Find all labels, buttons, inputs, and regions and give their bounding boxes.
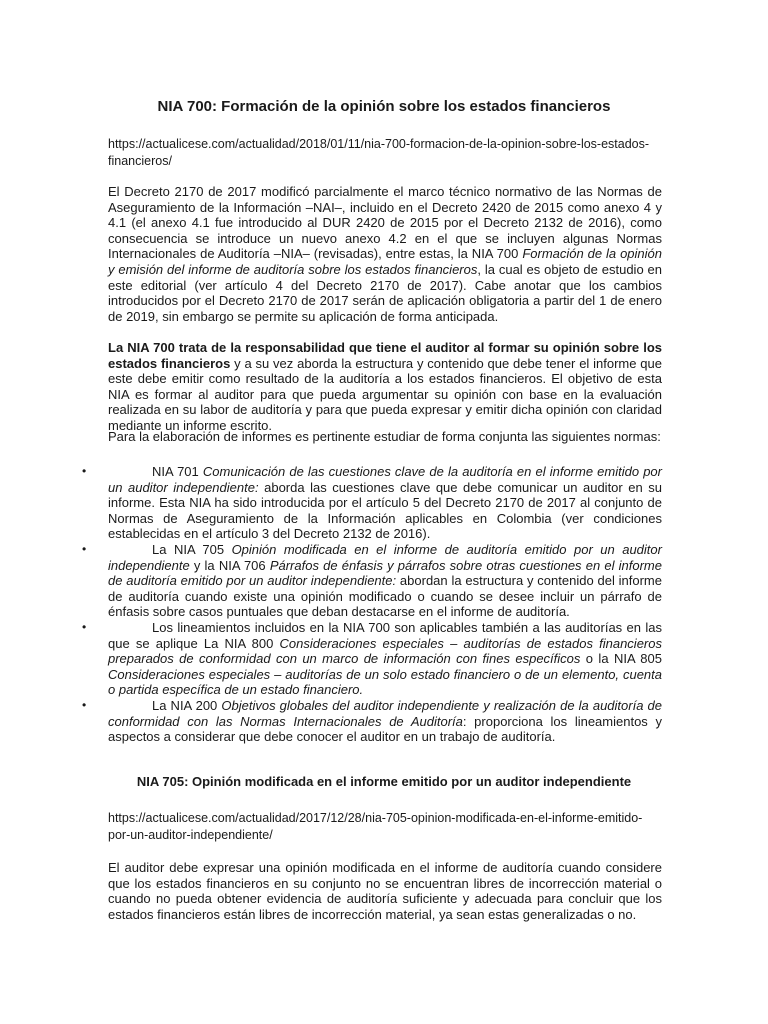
item-text-cont: y la NIA 706 <box>189 557 270 573</box>
intro-text-cont: , la cual es objeto de estudio en este editorial (ver artículo 4 del Decreto 2170 de 2017). Cabe anotar que los cambios introducidos por el Decreto 2170 de 2017 serán de aplicación obligatoria a partir del 1 de enero de 2019, sin embargo se permite su aplicación de forma anticipada. <box>108 261 662 324</box>
list-item <box>82 464 662 542</box>
intro-paragraph <box>108 184 662 324</box>
section-title: NIA 705: Opinión modificada en el informe emitido por un auditor independiente <box>136 774 632 789</box>
responsibility-paragraph <box>108 340 662 434</box>
item-text: Los lineamientos incluidos en la NIA 700 son aplicables también a las auditorías en las que se aplique La NIA 800 <box>108 620 662 651</box>
norms-intro-paragraph: Para la elaboración de informes es pertinente estudiar de forma conjunta las siguientes normas: <box>108 429 661 444</box>
item-italic: Objetivos globales del auditor independiente y realización de la auditoría de conformidad con las Normas Internacionales de Auditoría <box>108 698 662 729</box>
intro-text: El Decreto 2170 de 2017 modificó parcialmente el marco técnico normativo de las Normas de Aseguramiento de la Información –NAI–, incluido en el Decreto 2420 de 2015 como anexo 4 y 4.1 (el anexo 4.1 fue introducido al DUR 2420 de 2015 por el Decreto 2132 de 2016), como consecuencia se introduce un nuevo anexo 4.2 en el que se incluyen algunas Normas Internacionales de Auditoría –NIA– (revisadas), entre estas, la NIA 700 <box>108 184 662 262</box>
list-item <box>82 620 662 698</box>
item-italic: Opinión modificada en el informe de auditoría emitido por un auditor independiente <box>108 542 662 573</box>
bullet-icon: • <box>82 542 87 556</box>
item-text-cont: aborda las cuestiones clave que debe comunicar un auditor en su informe. Esta NIA ha sido introducida por el artículo 5 del Decreto 2170 de 2017 al conjunto de Normas de Aseguramiento de la Información aplicables en Colombia (ver condiciones establecidas en el artículo 3 del Decreto 2132 de 2016). <box>108 479 662 542</box>
responsibility-bold: La NIA 700 trata de la responsabilidad que tiene el auditor al formar su opinión sobre los estados financieros <box>108 340 662 371</box>
norms-list <box>82 464 662 745</box>
item-italic-2: Consideraciones especiales – auditorías de un solo estado financiero o de un elemento, cuenta o partida específica de un estado financiero. <box>108 666 662 698</box>
responsibility-text: y a su vez aborda la estructura y contenido que debe tener el informe que este debe emitir como resultado de la auditoría a los estados financieros. El objetivo de esta NIA es formar al auditor para que pueda argumentar su opinión con base en la evaluación realizada en su labor de auditoría y para que pueda expresar y emitir dicha opinión con claridad mediante un informe escrito. <box>108 355 662 433</box>
item-text: La NIA 705 <box>152 542 232 557</box>
list-item <box>82 542 662 620</box>
list-item <box>82 698 662 745</box>
bullet-icon: • <box>82 698 87 712</box>
item-italic: Comunicación de las cuestiones clave de la auditoría en el informe emitido por un auditor independiente: <box>108 464 662 495</box>
item-text-end: abordan la estructura y contenido del informe de auditoría cuando existe una opinión modificado o cuando se desee incluir un párrafo de énfasis sobre casos puntuales que deban destacarse en el informe de auditoría. <box>108 573 662 620</box>
item-text-cont: : proporciona los lineamientos y aspectos a considerar que debe conocer el auditor en un trabajo de auditoría. <box>108 713 662 745</box>
item-italic-2: Párrafos de énfasis y párrafos sobre otras cuestiones en el informe de auditoría emitido por un auditor independiente: <box>108 557 662 589</box>
source-url-link[interactable]: https://actualicese.com/actualidad/2018/01/11/nia-700-formacion-de-la-opinion-sobre-los-estados-financieros/ <box>108 137 650 168</box>
bullet-icon: • <box>82 464 87 478</box>
nia700-title-italic: Formación de la opinión y emisión del informe de auditoría sobre los estados financieros <box>108 246 662 277</box>
nia705-paragraph: El auditor debe expresar una opinión modificada en el informe de auditoría cuando considere que los estados financieros en su conjunto no se encuentran libres de incorrección material o cuando no pueda obtener evidencia de auditoría suficiente y adecuada para concluir que los estados financieros están libres de incorrección material, ya sean estas generalizadas o no. <box>108 860 662 922</box>
item-text-cont: o la NIA 805 <box>580 651 662 667</box>
bullet-icon: • <box>82 620 87 634</box>
source-url-link-2[interactable]: https://actualicese.com/actualidad/2017/12/28/nia-705-opinion-modificada-en-el-informe-emitido-por-un-auditor-independiente/ <box>108 811 643 842</box>
item-italic: Consideraciones especiales – auditorías de estados financieros preparados de conformidad con un marco de información con fines específicos <box>108 635 662 667</box>
document-title: NIA 700: Formación de la opinión sobre los estados financieros <box>157 98 611 115</box>
item-text: La NIA 200 <box>152 698 222 713</box>
item-text: NIA 701 <box>152 464 203 479</box>
